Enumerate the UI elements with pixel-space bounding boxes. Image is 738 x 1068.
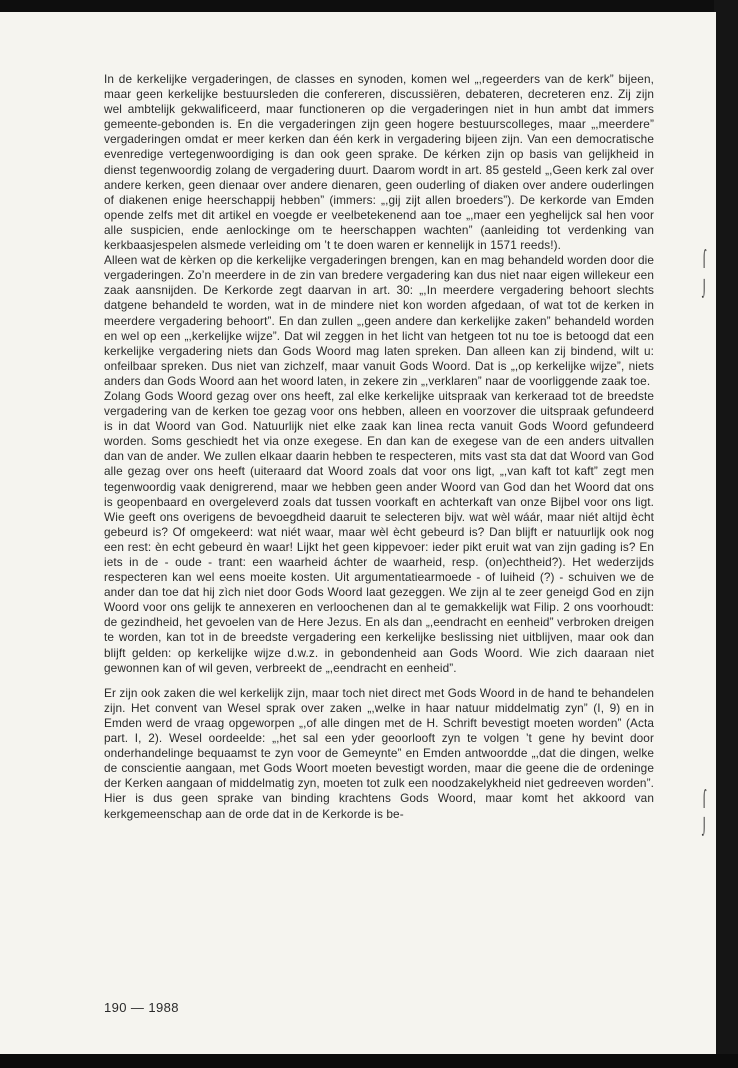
scan-border-right xyxy=(714,0,738,1068)
paragraph-3: Zolang Gods Woord gezag over ons heeft, zal elke kerkelijke uitspraak van kerkeraad tot de breedste vergadering van de kerken toe gezag voor ons hebben, alleen en voorzover die uitspraak gefundeerd is in dat Woord van God. Natuurlijk niet elke zaak kan linea recta vanuit Gods Woord gefundeerd worden. Soms geschiedt het via onze exegese. En dan kan de exegese van de een anders uitvallen dan van de ander. We zullen elkaar daarin hebben te respecteren, mits vast sta dat dat Woord van God alle gezag over ons heeft (uiteraard dat Woord zoals dat voor ons ligt, „,van kaft tot kaft” zegt men tegenwoordig vaak denigrerend, maar we hebben geen ander Woord van God dan het Woord dat ons is geopenbaard en overgeleverd zoals dat tussen voorkaft en achterkaft van onze Bijbel voor ons ligt. Wie geeft ons overigens de bevoegdheid daaruit te selecteren bijv. wat wèl wáár, maar niét altijd ècht gebeurd is? Of omgekeerd: wat niét waar, maar wèl ècht gebeurd is? Dan blijft er natuurlijk ook nog een rest: èn echt gebeurd èn waar! Lijkt het geen kippevoer: ieder pikt eruit wat van zijn gading is? En iets in de - oude - trant: een waarheid áchter de waarheid, resp. (on)echtheid?). Het wederzijds respecteren kan wel eens moeite kosten. Uit argumentatiearmoede - of luiheid (?) - schuiven we de ander dan toe dat hĳ zìch niet door Gods Woord laat gezeggen. We zijn al te zeer geneigd God en zijn Woord voor ons gelijk te annexeren en verloochenen dan al te gemakkelijk wat Filip. 2 ons voorhoudt: de gezindheid, het gevoelen van de Here Jezus. En als dan „,eendracht en eenheid” verbroken dreigen te worden, kan tot in de breedste vergadering een kerkelijke beslissing niet uitblijven, maar ook dan blijft gelden: op kerkelijke wijze d.w.z. in gebondenheid aan Gods Woord. Wie zich daaraan niet gewonnen kan of wil geven, verbreekt de „,eendracht en eenheid”. xyxy=(104,388,654,675)
paragraph-4: Er zijn ook zaken die wel kerkelijk zijn, maar toch niet direct met Gods Woord in de hand te behandelen zijn. Het convent van Wesel sprak over zaken „,welke in haar natuur middelmatig zyn” (I, 9) en in Emden werd de vraag opgeworpen „,of alle dingen met de H. Schrift bevestigt moeten worden” (Acta part. I, 2). Wesel oordeelde: „,het sal een yder geoorlooft zyn te volgen ’t gene hy bevint door onderhandelinge bequaamst te zyn voor de Gemeynte” en Emden antwoordde „,dat die dingen, welke de conscientie aangaan, met Gods Woort moeten bevestigt worden, maar die geene die de ordeninge der Kerken aangaan of middelmatig zyn, moeten tot zulk een noodzakelykheid niet gedreeven worden”. Hier is dus geen sprake van binding krachtens Gods Woord, maar komt het akkoord van kerkgemeenschap aan de orde dat in de Kerkorde is be- xyxy=(104,685,654,821)
body-text xyxy=(104,72,654,822)
margin-annotation-mark: ⌠ xyxy=(701,789,707,808)
margin-annotation-mark: ⌠ xyxy=(701,249,707,268)
document-page xyxy=(0,12,716,1054)
margin-annotation-mark: ⌡ xyxy=(701,279,707,298)
scan-border-bottom xyxy=(0,1054,738,1068)
paragraph-2: Alleen wat de kèrken op die kerkelijke vergaderingen brengen, kan en mag behandeld worden door die vergaderingen. Zo’n meerdere in de zin van bredere vergadering kan dus niet naar eigen willekeur een zaak aansnijden. De Kerkorde zegt daarvan in art. 30: „,In meerdere vergadering behoort slechts datgene behandeld te worden, wat in de mindere niet kon worden afgedaan, of wat tot de kerken in meerdere vergadering behoort”. En dan zullen „,geen andere dan kerkelijke zaken” behandeld worden en wel op een „,kerkelijke wijze”. Dat wil zeggen in het licht van hetgeen tot nu toe is betoogd dat een kerkelijke vergadering niets dan Gods Woord mag laten spreken. Dan alleen kan zij bindend, wilt u: onfeilbaar spreken. Dus niet van zichzelf, maar vanuit Gods Woord. Dat is „,op kerkelijke wijze”, niets anders dan Gods Woord aan het woord laten, in zekere zin „,verklaren” naar de voorliggende zaak toe. xyxy=(104,253,654,388)
page-number: 190 — 1988 xyxy=(104,1000,179,1015)
margin-annotation-mark: ⌡ xyxy=(701,817,707,836)
paragraph-1: In de kerkelijke vergaderingen, de classes en synoden, komen wel „,regeerders van de kerk” bijeen, maar geen kerkelijke bestuursleden die confereren, discussiëren, debateren, decreteren enz. Zij zijn wel ambtelijk gekwalificeerd, maar functioneren op die vergaderingen niet in hun ambt dat immers gemeente-gebonden is. En die vergaderingen zijn geen hogere bestuurscolleges, maar „,meerdere” vergaderingen omdat er meer kerken dan één kerk in vergadering bijeen zijn. Van een democratische evenredige vertegenwoordiging is dan ook geen sprake. De kérken zijn op basis van gelijkheid in dienst tegenwoordig zolang de vergadering duurt. Daarom wordt in art. 85 gesteld „,Geen kerk zal over andere kerken, geen dienaar over andere dienaren, geen ouderling of diaken over andere ouderlingen of diakenen enige heerschappij hebben” (immers: „,gij zijt allen broeders”). De kerkorde van Emden opende zelfs met dit artikel en voegde er veelbetekenend aan toe „,maer een yeghelijck sal hen voor alle suspicien, ende aenlockinge om te heerschappen wachten” (aanleiding tot verdenking van kerkbaasjespelen alsmede verleiding om ’t te doen waren er kennelijk in 1571 reeds!). xyxy=(104,72,654,253)
